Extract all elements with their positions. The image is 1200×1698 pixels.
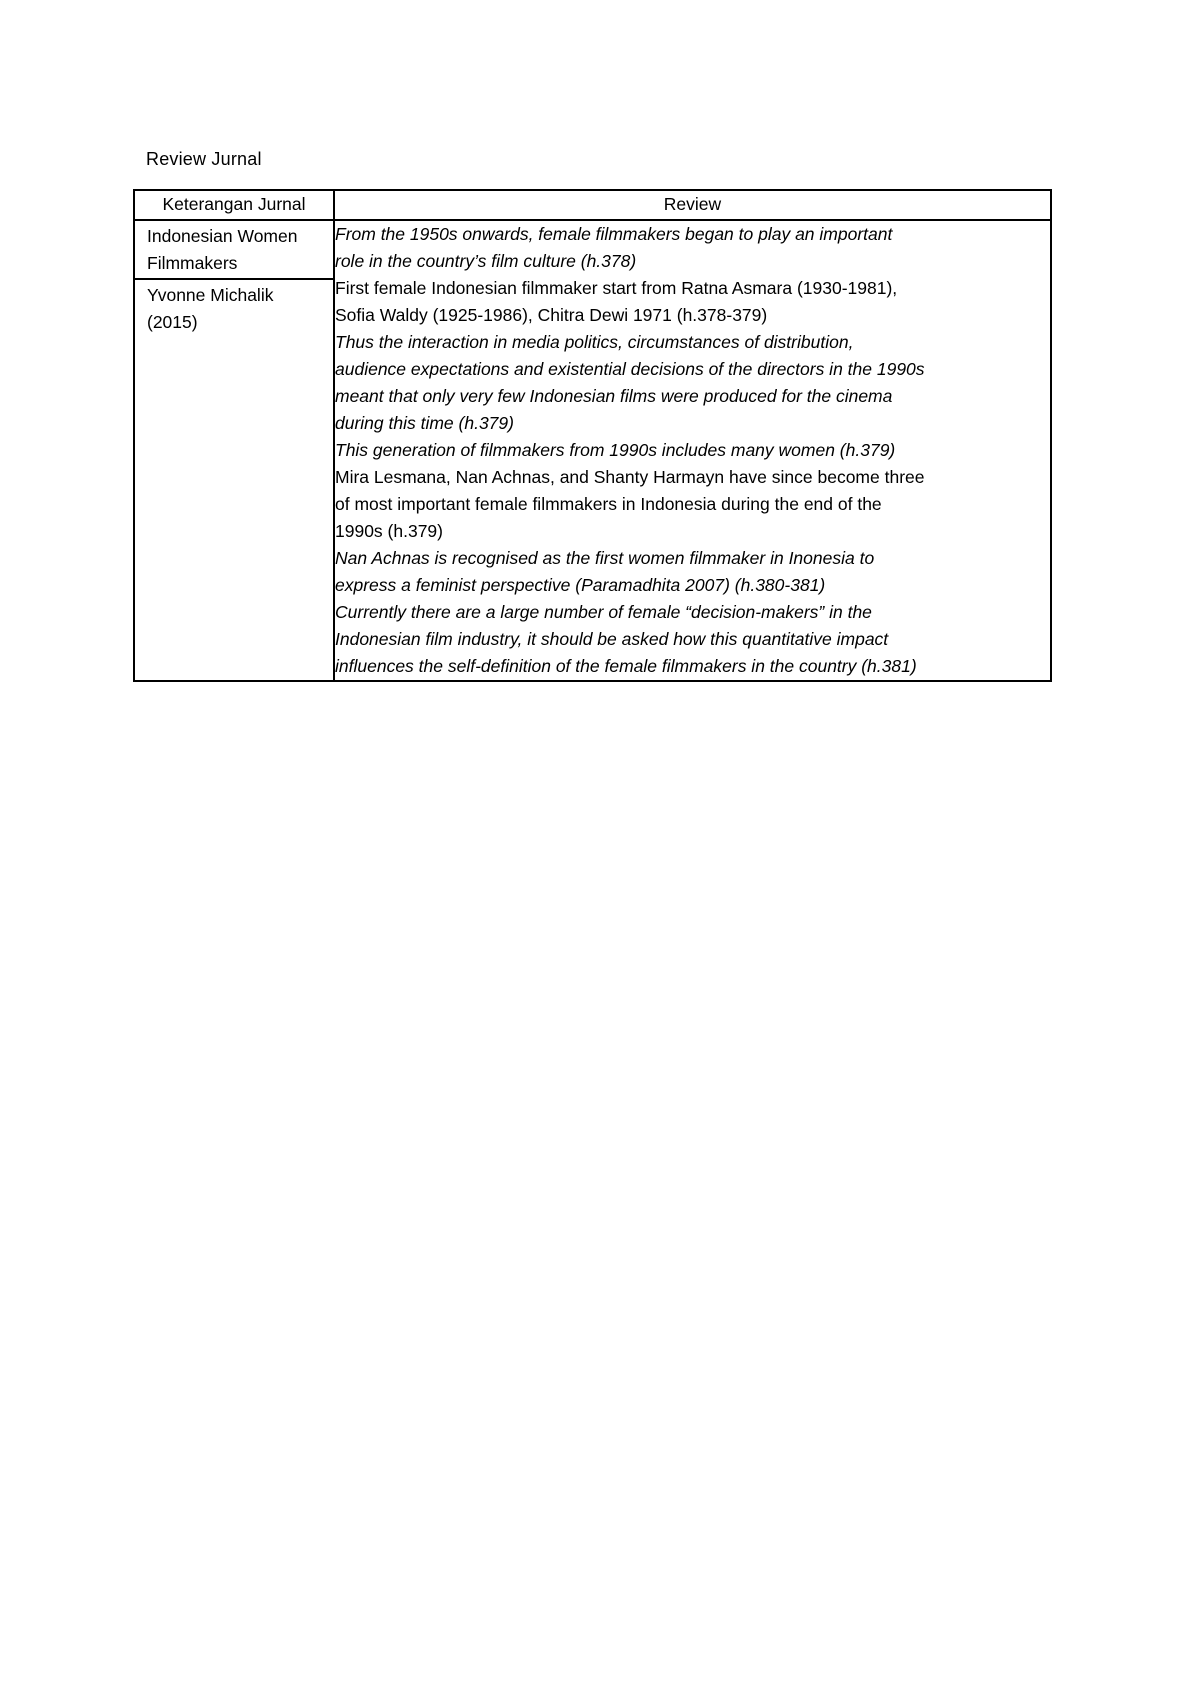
journal-author: Yvonne Michalik — [147, 285, 274, 305]
table-header-row — [134, 190, 1051, 220]
review-line: audience expectations and existential decisions of the directors in the 1990s — [335, 359, 925, 379]
review-text — [335, 221, 1050, 680]
review-line: First female Indonesian filmmaker start from Ratna Asmara (1930-1981), — [335, 278, 898, 298]
header-keterangan-jurnal: Keterangan Jurnal — [134, 190, 334, 220]
review-line: express a feminist perspective (Paramadhita 2007) (h.380-381) — [335, 575, 826, 595]
review-line: From the 1950s onwards, female filmmakers began to play an important — [335, 224, 893, 244]
review-line: 1990s (h.379) — [335, 521, 443, 541]
review-line: Sofia Waldy (1925-1986), Chitra Dewi 1971 (h.378-379) — [335, 305, 768, 325]
review-line: Mira Lesmana, Nan Achnas, and Shanty Harmayn have since become three — [335, 467, 925, 487]
review-line: Nan Achnas is recognised as the first women filmmaker in Inonesia to — [335, 548, 875, 568]
review-line: This generation of filmmakers from 1990s includes many women (h.379) — [335, 440, 896, 460]
review-line: Currently there are a large number of female “decision-makers” in the — [335, 602, 872, 622]
header-review: Review — [334, 190, 1051, 220]
journal-year: (2015) — [147, 312, 198, 332]
review-line: of most important female filmmakers in Indonesia during the end of the — [335, 494, 882, 514]
journal-info-cell — [134, 220, 334, 681]
review-cell — [334, 220, 1051, 681]
journal-author-block — [135, 280, 333, 336]
review-line: role in the country’s film culture (h.378) — [335, 251, 637, 271]
review-line: Thus the interaction in media politics, circumstances of distribution, — [335, 332, 854, 352]
review-line: influences the self-definition of the female filmmakers in the country (h.381) — [335, 656, 917, 676]
review-line: Indonesian film industry, it should be asked how this quantitative impact — [335, 629, 889, 649]
journal-title: Indonesian Women Filmmakers — [135, 221, 333, 280]
review-table — [133, 189, 1052, 682]
review-line: during this time (h.379) — [335, 413, 514, 433]
document-title: Review Jurnal — [146, 149, 262, 169]
table-row — [134, 220, 1051, 681]
review-line: meant that only very few Indonesian films were produced for the cinema — [335, 386, 893, 406]
